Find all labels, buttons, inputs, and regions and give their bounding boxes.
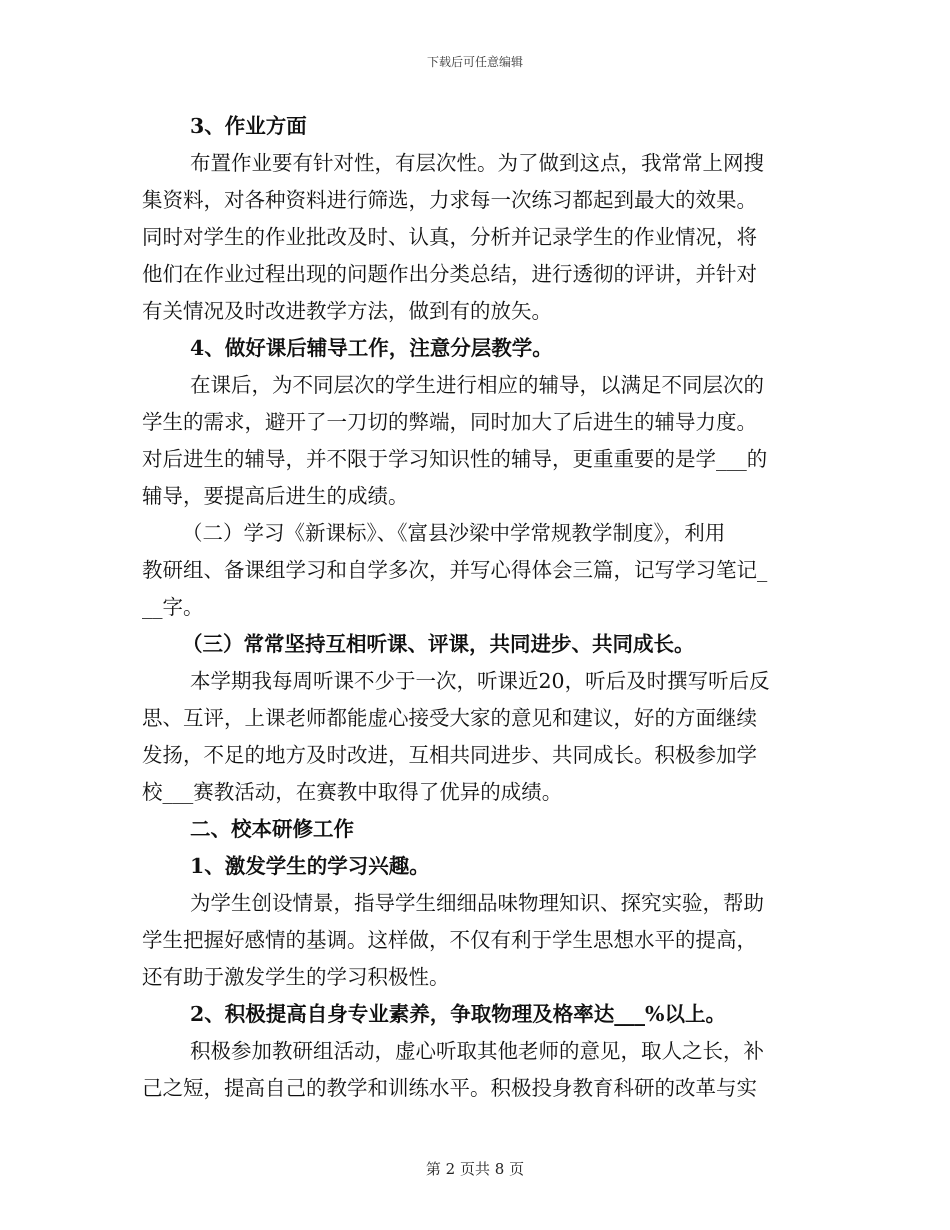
paragraph-line: 校___赛教活动，在赛教中取得了优异的成绩。 bbox=[142, 780, 563, 804]
paragraph-line: 学生的需求，避开了一刀切的弊端，同时加大了后进生的辅导力度。 bbox=[142, 410, 757, 434]
paragraph-line: 发扬，不足的地方及时改进，互相共同进步、共同成长。积极参加学 bbox=[142, 743, 757, 767]
paragraph-line: 对后进生的辅导，并不限于学习知识性的辅导，更重重要的是学___的 bbox=[142, 447, 768, 471]
paragraph-line: 在课后，为不同层次的学生进行相应的辅导，以满足不同层次的 bbox=[190, 373, 764, 397]
paragraph-line: 还有助于激发学生的学习积极性。 bbox=[142, 965, 450, 989]
paragraph-line: 有关情况及时改进教学方法，做到有的放矢。 bbox=[142, 299, 552, 323]
heading-observation: （三）常常坚持互相听课、评课，共同进步、共同成长。 bbox=[182, 632, 695, 656]
paragraph-line: 辅导，要提高后进生的成绩。 bbox=[142, 484, 409, 508]
paragraph-line: 他们在作业过程出现的问题作出分类总结，进行透彻的评讲，并针对 bbox=[142, 262, 757, 286]
paragraph-line: 积极参加教研组活动，虚心听取其他老师的意见，取人之长，补 bbox=[190, 1039, 764, 1063]
section-heading: 二、校本研修工作 bbox=[190, 817, 354, 841]
page-header: 下载后可任意编辑 bbox=[426, 55, 523, 69]
paragraph-line: 布置作业要有针对性，有层次性。为了做到这点，我常常上网搜 bbox=[190, 151, 764, 175]
heading-professional: 2、积极提高自身专业素养，争取物理及格率达___%以上。 bbox=[190, 1002, 726, 1026]
paragraph-line: 本学期我每周听课不少于一次，听课近20，听后及时撰写听后反 bbox=[190, 669, 770, 693]
paragraph-line: 教研组、备课组学习和自学多次，并写心得体会三篇，记写学习笔记_ bbox=[142, 558, 768, 582]
paragraph-line: 思、互评，上课老师都能虚心接受大家的意见和建议，好的方面继续 bbox=[142, 706, 757, 730]
heading-tutoring: 4、做好课后辅导工作，注意分层教学。 bbox=[190, 336, 553, 360]
paragraph-line: 集资料，对各种资料进行筛选，力求每一次练习都起到最大的效果。 bbox=[142, 188, 757, 212]
paragraph-line: __字。 bbox=[142, 595, 204, 619]
heading-interest: 1、激发学生的学习兴趣。 bbox=[190, 854, 430, 878]
heading-homework: 3、作业方面 bbox=[190, 114, 307, 138]
paragraph-line: 己之短，提高自己的教学和训练水平。积极投身教育科研的改革与实 bbox=[142, 1076, 757, 1100]
page-footer: 第 2 页共 8 页 bbox=[425, 1160, 525, 1178]
paragraph-line: 学生把握好感情的基调。这样做，不仅有利于学生思想水平的提高， bbox=[142, 928, 757, 952]
paragraph-line: 同时对学生的作业批改及时、认真，分析并记录学生的作业情况，将 bbox=[142, 225, 757, 249]
paragraph-line: （二）学习《新课标》、《富县沙梁中学常规教学制度》，利用 bbox=[182, 521, 726, 545]
paragraph-line: 为学生创设情景，指导学生细细品味物理知识、探究实验，帮助 bbox=[190, 891, 764, 915]
